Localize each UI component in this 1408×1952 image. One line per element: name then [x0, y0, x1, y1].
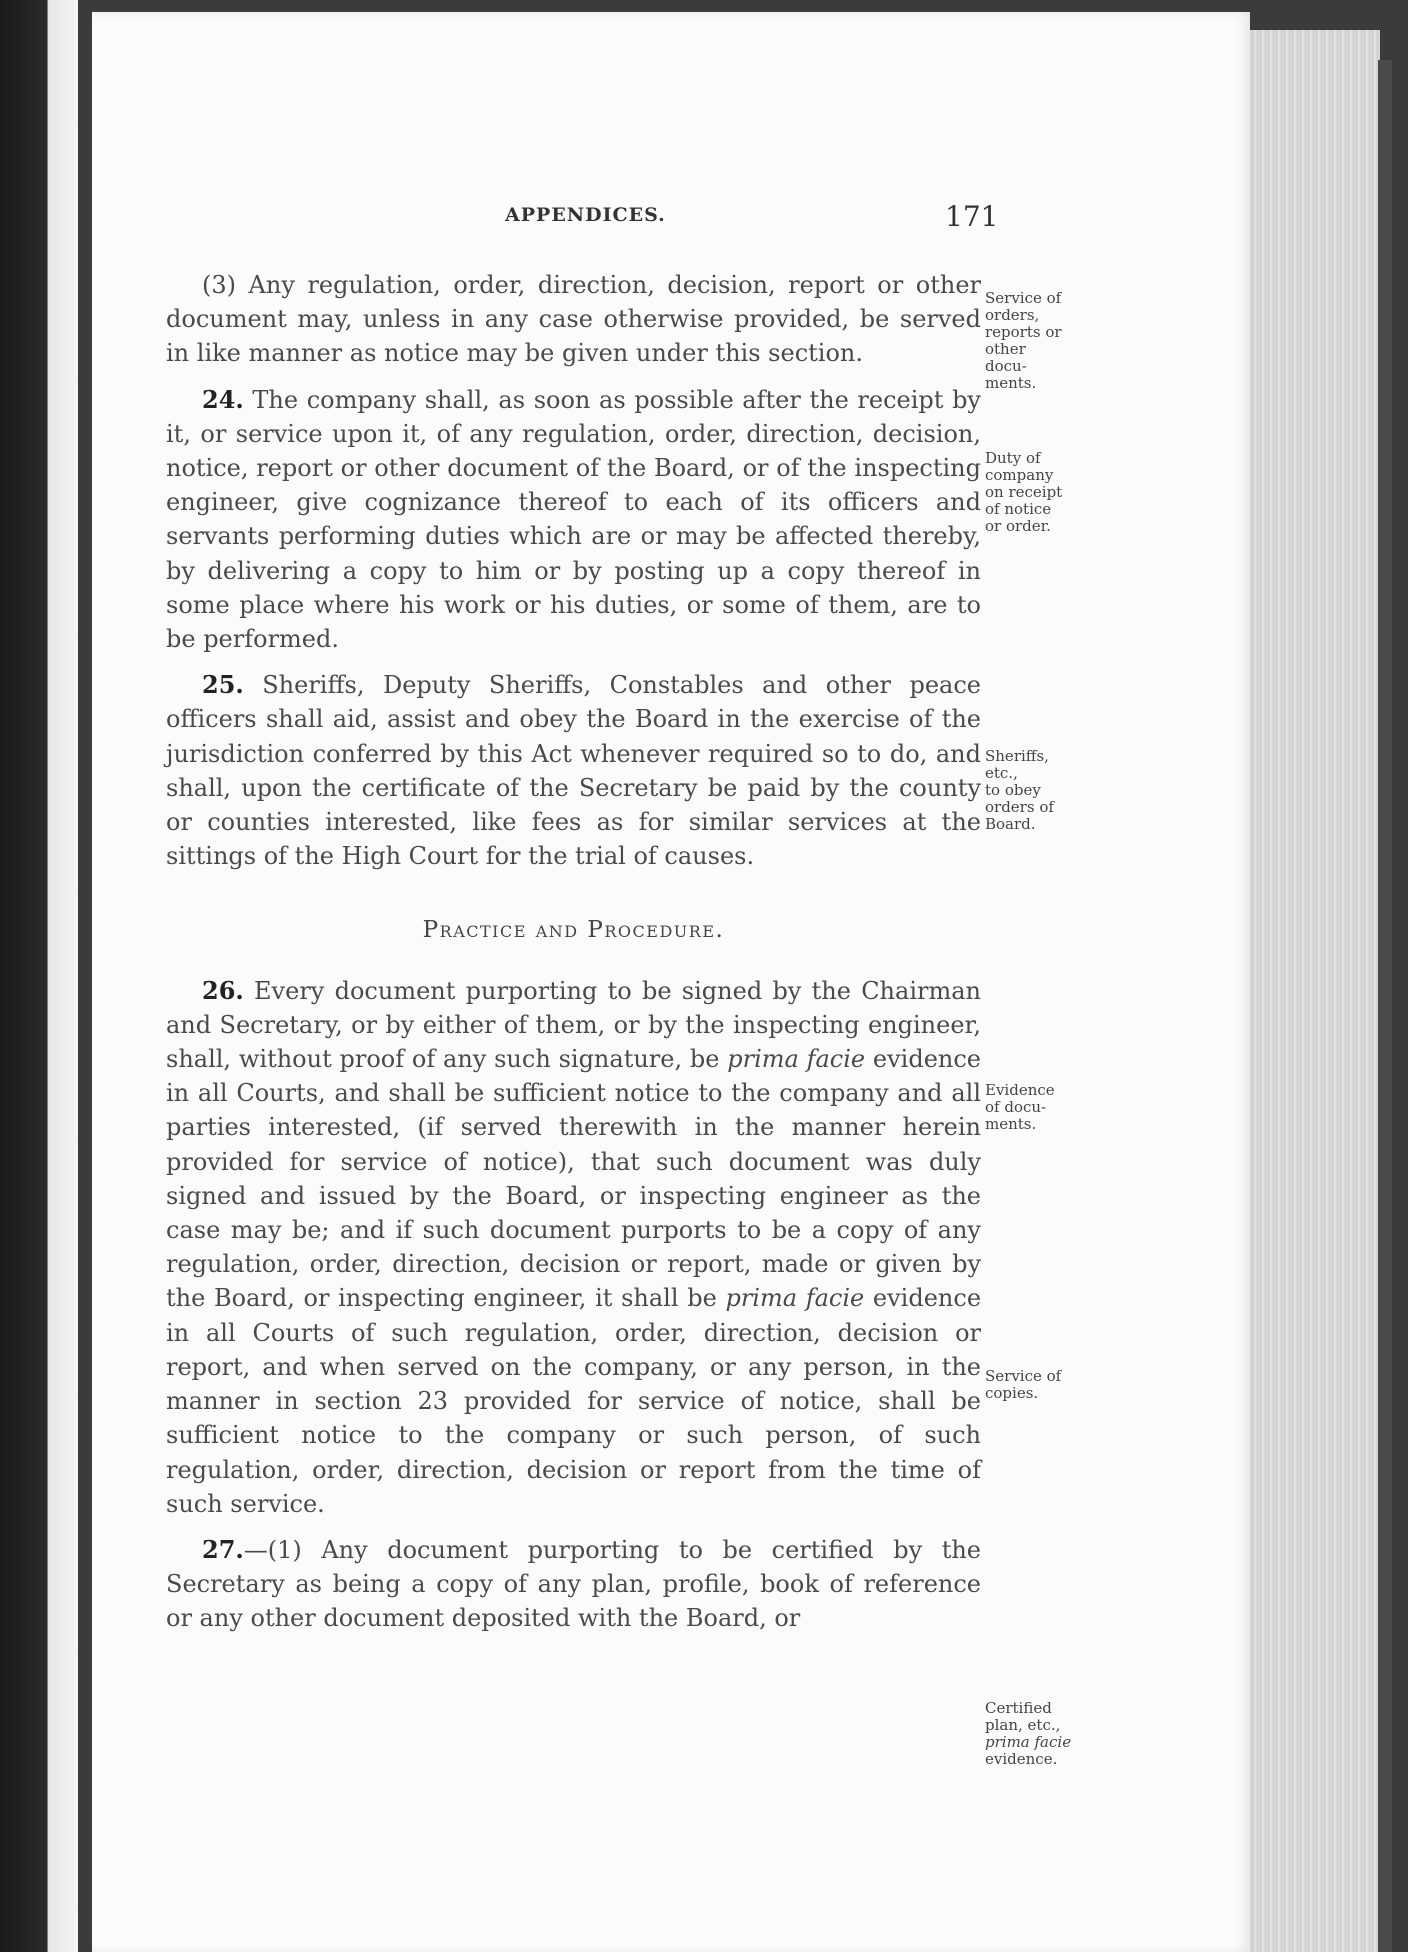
note-line: Certified [985, 1699, 1052, 1717]
paragraph-text: The company shall, as soon as possible after the receipt by it, or service upon it, of any regulation, order, direction, decision, notice, report or other document of the Board, or of the inspecting engineer, give cognizance thereof to each of its officers and servants performing duties which are or may be affected thereby, by delivering a copy to him or by posting up a copy thereof in some place where his work or his duties, or some of them, are to be performed. [166, 385, 981, 654]
note-line: Board. [985, 815, 1036, 833]
paragraph-text: Sheriffs, Deputy Sheriffs, Constables and other peace officers shall aid, assist and obey the Board in the exercise of the jurisdiction conferred by this Act whenever required so to do, and shall, upon the certificate of the Secretary be paid by the county or counties interested, like fees as for similar services at the sittings of the High Court for the trial of causes. [166, 671, 981, 871]
margin-note-sheriffs [985, 748, 1085, 833]
note-line: company [985, 466, 1054, 484]
note-line: docu- [985, 357, 1027, 375]
note-line: reports or [985, 323, 1062, 341]
paragraph-27 [166, 1533, 981, 1636]
note-line: orders, [985, 306, 1040, 324]
note-line: of docu- [985, 1098, 1047, 1116]
paragraph-25 [166, 668, 981, 873]
paragraph-text-part: Every document purporting to be signed by the Chairman and Secretary, or by either of them, or by the inspecting engineer, shall, without proof of any such signature, be [166, 976, 981, 1074]
paragraph-text-part: evidence in all Courts, and shall be sufficient notice to the company and all parties interested, (if served therewith in the manner herein provided for service of notice), that such document was duly signed and issued by the Board, or inspecting engineer as the case may be; and if such document purports to be a copy of any regulation, order, direction, decision or report, made or given by the Board, or inspecting engineer, it shall be [166, 1045, 981, 1313]
margin-note-certified-plan [985, 1700, 1085, 1768]
note-line: Sheriffs, [985, 747, 1049, 765]
note-line: other [985, 340, 1026, 358]
paragraph-24 [166, 383, 981, 657]
italic-phrase: prima facie [725, 1284, 865, 1313]
running-head: APPENDICES. [505, 204, 666, 226]
margin-note-evidence-of-documents [985, 1082, 1085, 1133]
margin-note-duty-of-company [985, 450, 1085, 535]
paragraph-text: —(1) Any document purporting to be certified by the Secretary as being a copy of any plan, profile, book of reference or any other document deposited with the Board, or [166, 1535, 981, 1633]
note-line: prima facie [985, 1733, 1072, 1751]
note-line: Evidence [985, 1081, 1055, 1099]
section-heading: Practice and Procedure. [422, 917, 725, 944]
note-line: or order. [985, 517, 1051, 535]
left-book-edge [0, 0, 78, 1952]
note-line: to obey [985, 781, 1041, 799]
margin-note-service-of-orders [985, 290, 1085, 392]
note-line: orders of [985, 798, 1054, 816]
note-line: ments. [985, 1115, 1037, 1133]
paragraph-26 [166, 974, 981, 1521]
note-line: Service of [985, 1367, 1062, 1385]
margin-note-service-of-copies [985, 1368, 1085, 1402]
note-line: ments. [985, 374, 1037, 392]
italic-phrase: prima facie [727, 1045, 866, 1074]
note-line: plan, etc., [985, 1716, 1061, 1734]
note-line: copies. [985, 1384, 1039, 1402]
paragraph-23-3 [166, 268, 981, 371]
section-number: 26. [202, 975, 244, 1005]
paragraph-text: (3) Any regulation, order, direction, decision, report or other document may, unless in any case otherwise provided, be served in like manner as notice may be given under this section. [166, 271, 981, 368]
section-number: 24. [202, 384, 244, 414]
note-line: Service of [985, 289, 1062, 307]
page-number: 171 [945, 200, 999, 233]
note-line: on receipt [985, 483, 1063, 501]
section-number: 27. [202, 1534, 244, 1564]
note-line: etc., [985, 764, 1018, 782]
section-number: 25. [202, 670, 244, 700]
right-cover-edge [1378, 60, 1392, 1952]
note-line: Duty of [985, 449, 1041, 467]
paragraph-text-part: evidence in all Courts of such regulation, order, direction, decision or report, and when served on the company, or any person, in the manner in section 23 provided for service of notice, shall be sufficient notice to the company or such person, of such regulation, order, direction, decision or report from the time of such service. [166, 1284, 982, 1518]
right-page-edges [1250, 30, 1380, 1952]
body-text [166, 268, 981, 1648]
note-line: of notice [985, 500, 1052, 518]
page-header [100, 200, 999, 244]
note-line: evidence. [985, 1750, 1058, 1768]
